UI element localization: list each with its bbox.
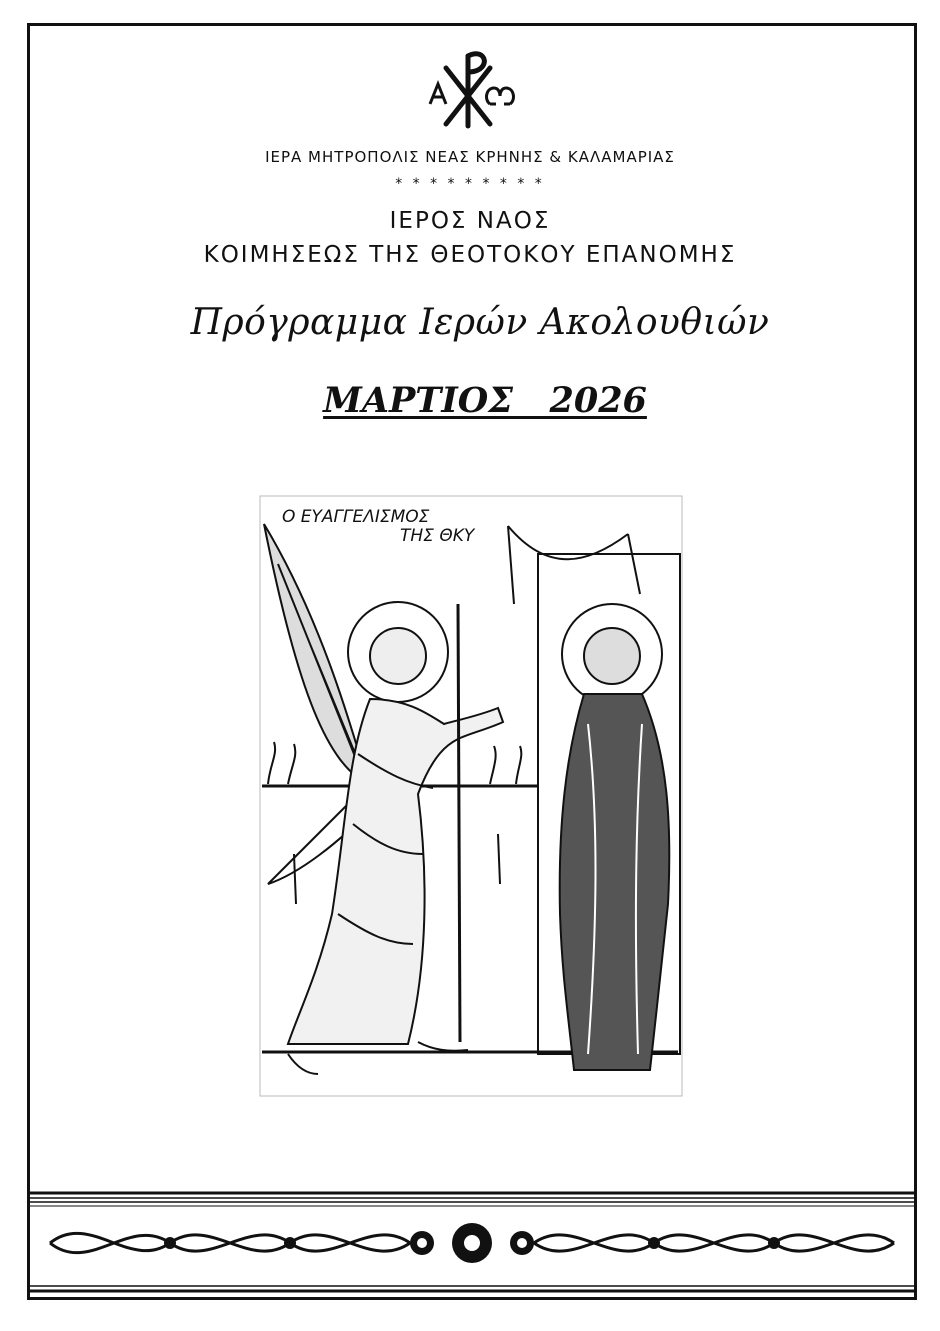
icon-caption-line-1: Ο ΕΥΑΓΓΕΛΙΣΜΟΣ (282, 507, 430, 527)
icon-caption (282, 508, 512, 546)
church-name-line-1: ΙΕΡΟΣ ΝΑΟΣ (389, 208, 551, 234)
church-name-line-2: ΚΟΙΜΗΣΕΩΣ ΤΗΣ ΘΕΟΤΟΚΟΥ ΕΠΑΝΟΜΗΣ (203, 242, 737, 268)
icon-caption-line-2: ΤΗΣ ΘΚΥ (400, 526, 475, 546)
program-title: Πρόγραμμα Ιερών Ακολουθιών (190, 302, 770, 343)
month-year-title: ΜΑΡΤΙΟΣ 2026 (323, 380, 647, 421)
annunciation-icon (258, 494, 684, 1098)
metropolis-heading: ΙΕΡΑ ΜΗΤΡΟΠΟΛΙΣ ΝΕΑΣ ΚΡΗΝΗΣ & ΚΑΛΑΜΑΡΙΑΣ (265, 148, 675, 166)
chi-rho-alpha-omega-icon (420, 42, 516, 130)
decorative-border-ornament (30, 1191, 914, 1295)
separator-stars: * * * * * * * * * (395, 176, 545, 192)
